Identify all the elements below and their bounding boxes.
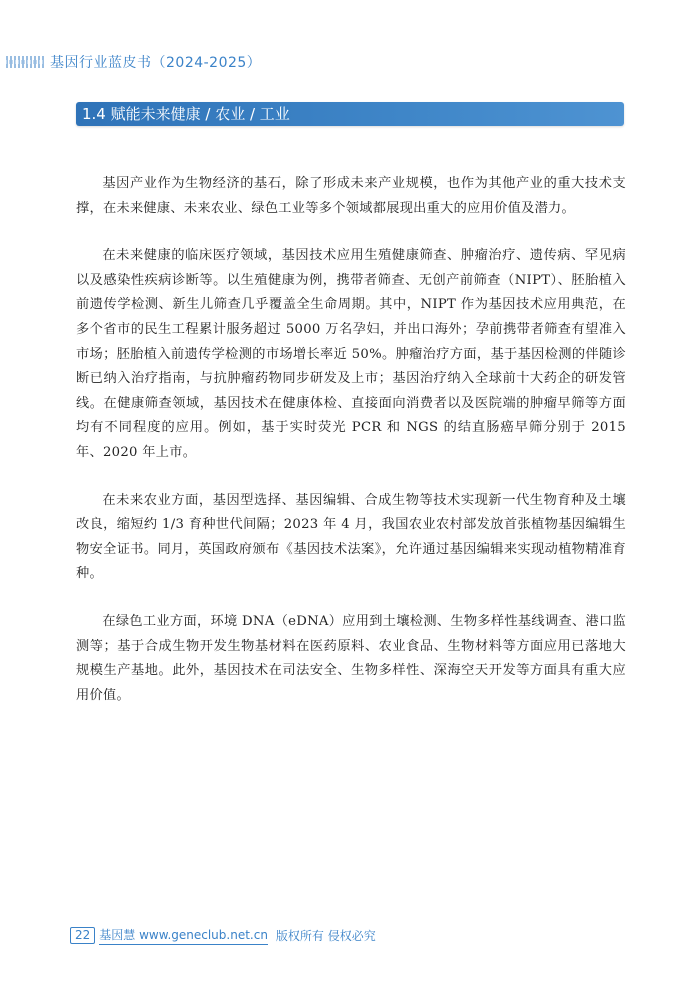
paragraph-health: 在未来健康的临床医疗领域，基因技术应用生殖健康筛查、肿瘤治疗、遗传病、罕见病以及感染性疾病诊断等。以生殖健康为例，携带者筛查、无创产前筛查（NIPT）、胚胎植入前遗传学检测、新生儿筛查几乎覆盖全生命周期。其中，NIPT 作为基因技术应用典范，在多个省市的民生工程累计服务超过 5000 万名孕妇，并出口海外；孕前携带者筛查有望准入市场；胚胎植入前遗传学检测的市场增长率近 50%。肿瘤治疗方面，基于基因检测的伴随诊断已纳入治疗指南，与抗肿瘤药物同步研发及上市；基因治疗纳入全球前十大药企的研发管线。在健康筛查领域，基因技术在健康体检、直接面向消费者以及医院端的肿瘤早筛等方面均有不同程度的应用。例如，基于实时荧光 PCR 和 NGS 的结直肠癌早筛分别于 2015 年、2020 年上市。 (76, 248, 626, 460)
footer-site-text: 基因慧 www.geneclub.net.cn (99, 928, 268, 942)
section-title: 1.4 赋能未来健康 / 农业 / 工业 (82, 105, 290, 123)
running-header-title: 基因行业蓝皮书（2024-2025） (50, 55, 262, 71)
paragraph-industry: 在绿色工业方面，环境 DNA（eDNA）应用到土壤检测、生物多样性基线调查、港口监测等；基于合成生物开发生物基材料在医药原料、农业食品、生物材料等方面应用已落地大规模生产基地。此外，基因技术在司法安全、生物多样性、深海空天开发等方面具有重大应用价值。 (76, 613, 626, 703)
paragraph-agriculture: 在未来农业方面，基因型选择、基因编辑、合成生物等技术实现新一代生物育种及土壤改良，缩短约 1/3 育种世代间隔；2023 年 4 月，我国农业农村部发放首张植物基因编辑生物安全证书。同月，英国政府颁布《基因技术法案》，允许通过基因编辑来实现动植物精准育种。 (76, 492, 626, 582)
footer-site-link[interactable] (99, 926, 268, 945)
page-number: 22 (70, 927, 95, 944)
page-footer (70, 926, 376, 945)
header-decoration-icon (6, 56, 44, 68)
footer-copyright: 版权所有 侵权必究 (275, 929, 376, 943)
section-heading-bar (76, 102, 624, 126)
paragraph-intro: 基因产业作为生物经济的基石，除了形成未来产业规模，也作为其他产业的重大技术支撑，在未来健康、未来农业、绿色工业等多个领域都展现出重大的应用价值及潜力。 (76, 176, 626, 216)
body-text (76, 172, 626, 731)
